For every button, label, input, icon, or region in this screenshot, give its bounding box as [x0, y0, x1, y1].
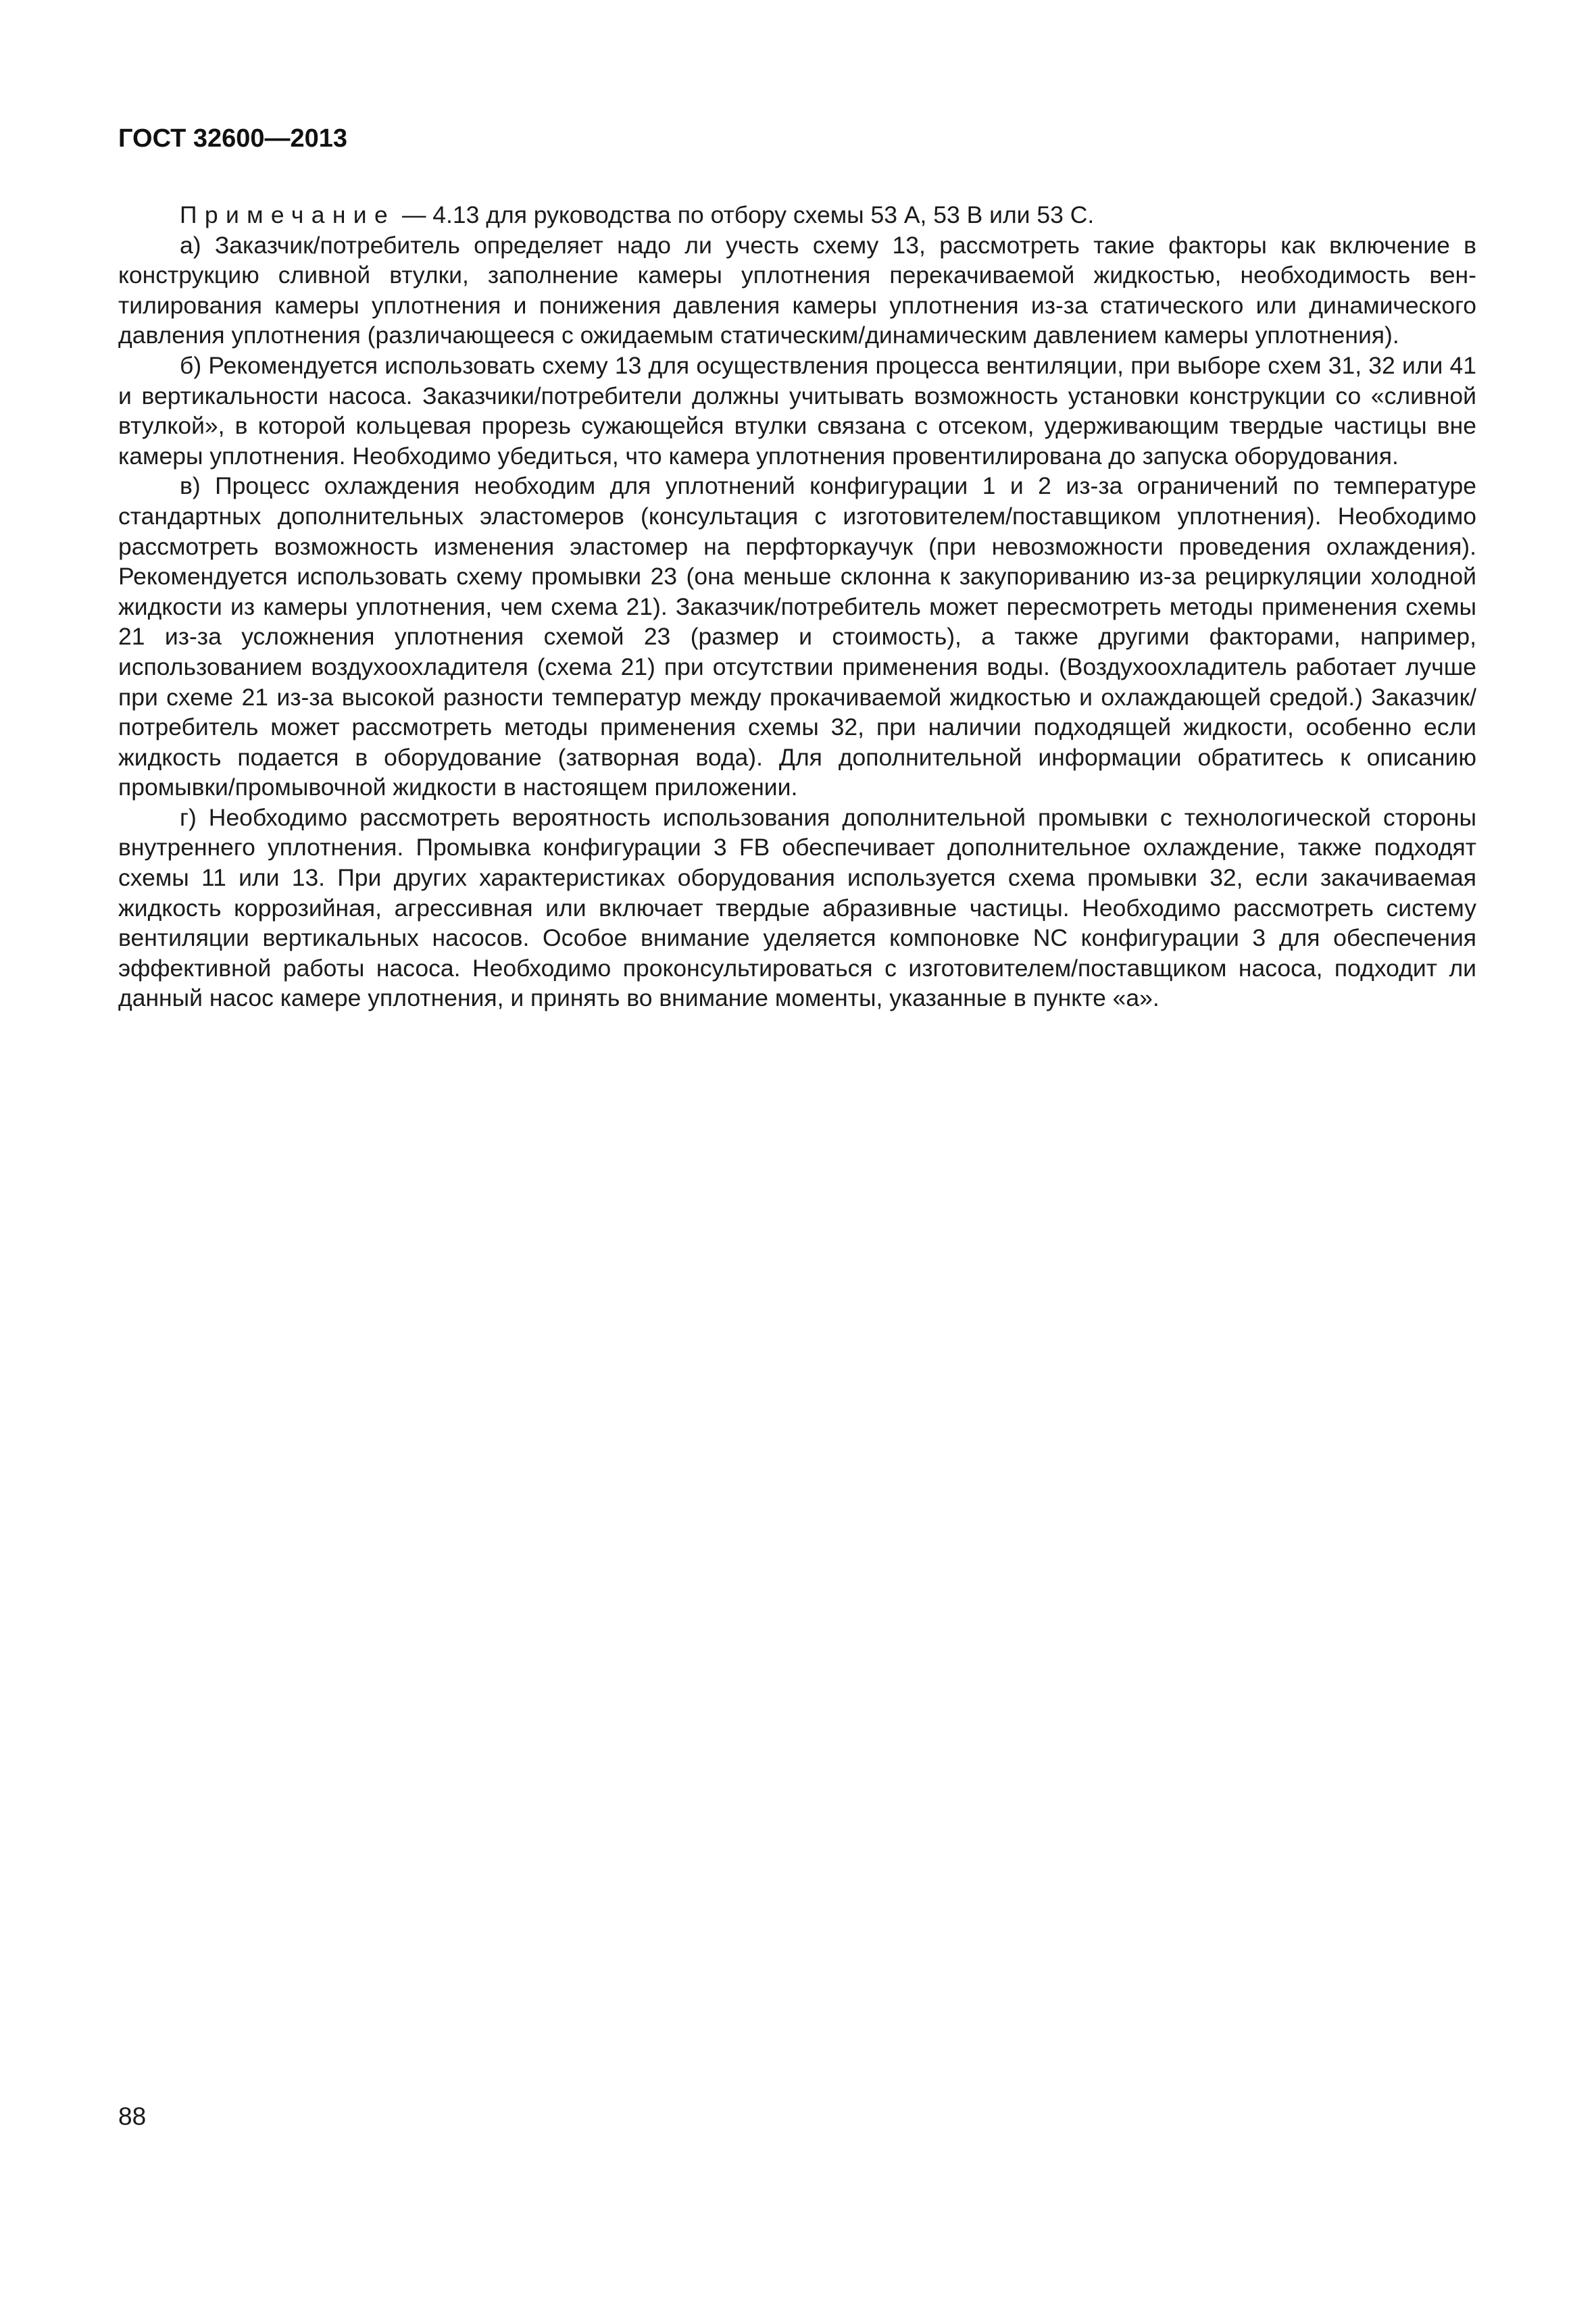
paragraph-a: а) Заказчик/потребитель определяет надо ли учесть схему 13, рассмотреть такие факторы как включение в конструкцию сливной втулки, заполнение камеры уплотнения перекачиваемой жидкостью, необходимость вентилирования камеры уплотнения и понижения давления камеры уплотнения из-за статического или динамического давления уплотнения (различающееся с ожидаемым статическим/динамическим давлением камеры уплотнения). [118, 231, 1476, 349]
paragraph-v: в) Процесс охлаждения необходим для уплотнений конфигурации 1 и 2 из-за ограничений по температуре стандартных дополнительных эластомеров (консультация с изготовителем/поставщиком уплотнения). Необходимо рассмотреть возможность изменения эластомер на перфторкаучук (при невозможности проведения охлаждения). Рекомендуется использовать схему промывки 23 (она меньше склонна к закупориванию из-за рециркуляции холодной жидкости из камеры уплотнения, чем схема 21). Заказчик/потребитель может пересмотреть методы применения схемы 21 из-за усложнения уплотнения схемой 23 (размер и стоимость), а также другими факторами, например, использованием воздухоохладителя (схема 21) при отсутствии применения воды. (Воздухоохладитель работает лучше при схеме 21 из-за высокой разности температур между прокачиваемой жидкостью и охлаждающей средой.) Заказчик/потребитель может рассмотреть методы применения схемы 32, при наличии подходящей жидкости, особенно если жидкость подается в оборудование (затворная вода). Для дополнительной информации обратитесь к описанию промывки/промывочной жидкости в настоящем приложении. [118, 472, 1476, 801]
page-number: 88 [118, 2103, 147, 2130]
note-label: Примечание [180, 201, 396, 228]
document-body [118, 200, 1476, 1013]
document-header-title: ГОСТ 32600—2013 [118, 124, 348, 153]
paragraph-g: г) Необходимо рассмотреть вероятность использования дополнительной промывки с технологической стороны внутреннего уплотнения. Промывка конфигурации 3 FB обеспечивает дополнительное охлаждение, также подходят схемы 11 или 13. При других характеристиках оборудования используется схема промывки 32, если закачиваемая жидкость коррозийная, агрессивная или включает твердые абразивные частицы. Необходимо рассмотреть систему вентиляции вертикальных насосов. Особое внимание уделяется компоновке NC конфигурации 3 для обеспечения эффективной работы насоса. Необходимо проконсультироваться с изготовителем/поставщиком насоса, подходит ли данный насос камере уплотнения, и принять во внимание моменты, указанные в пункте «а». [118, 803, 1476, 1012]
note-text: — 4.13 для руководства по отбору схемы 53 А, 53 В или 53 С. [395, 201, 1095, 228]
note-paragraph [118, 200, 1476, 230]
paragraph-b: б) Рекомендуется использовать схему 13 для осуществления процесса вентиляции, при выборе схем 31, 32 или 41 и вертикальности насоса. Заказчики/потребители должны учитывать возможность установки конструкции со «сливной втулкой», в которой кольцевая прорезь сужающейся втулки связана с отсеком, удерживающим твердые частицы вне камеры уплотнения. Необходимо убедиться, что камера уплотнения провентилирована до запуска оборудования. [118, 351, 1476, 470]
